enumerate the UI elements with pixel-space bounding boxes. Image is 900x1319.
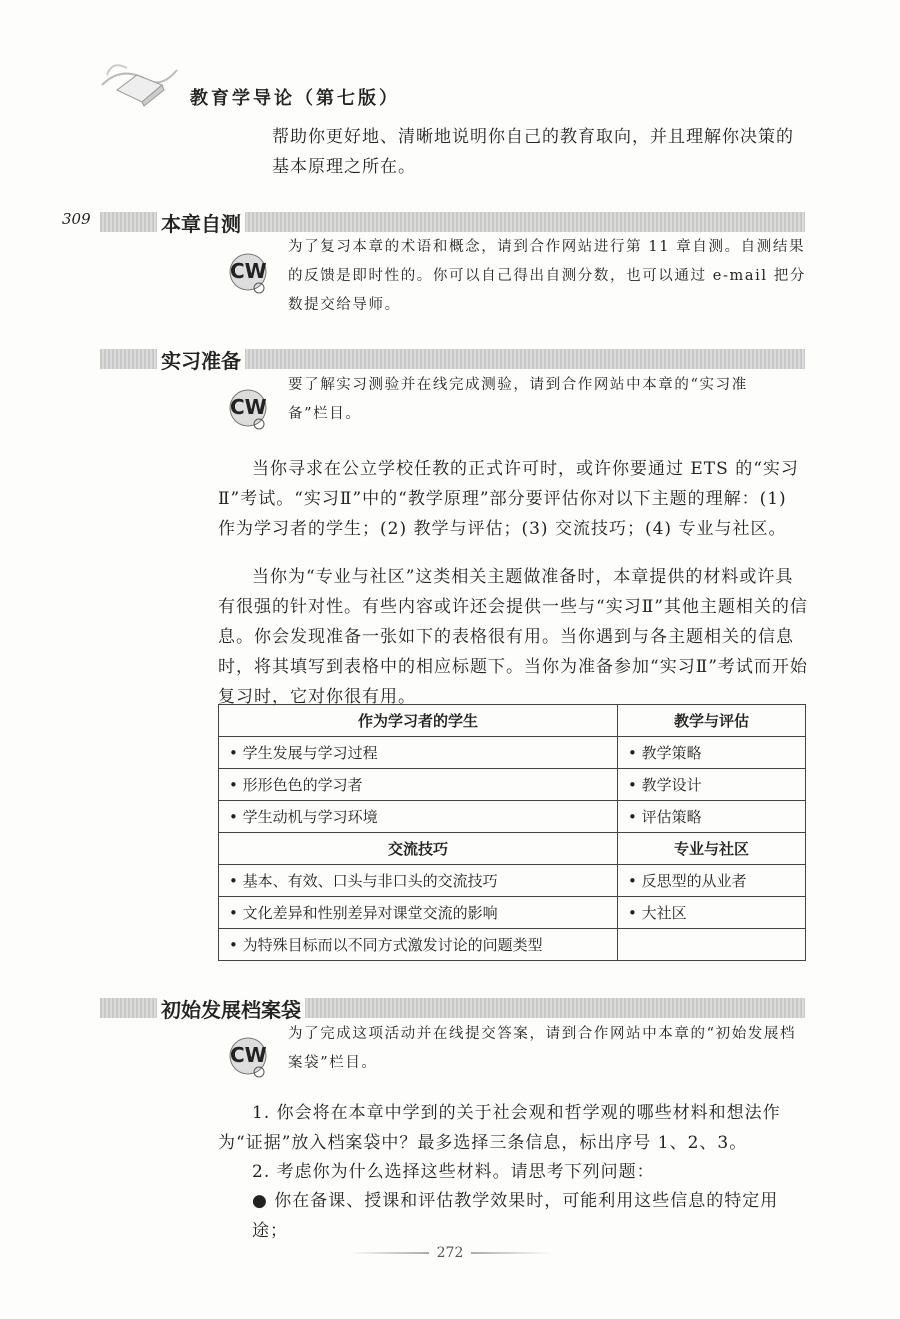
table-cell: • 形形色色的学习者 [219, 769, 618, 801]
portfolio-item-2: 2. 考虑你为什么选择这些材料。请思考下列问题： [252, 1162, 655, 1182]
topics-table [218, 704, 806, 961]
portfolio-bullet: ● 你在备课、授课和评估教学效果时，可能利用这些信息的特定用途； [252, 1191, 779, 1241]
table-cell: • 反思型的从业者 [618, 865, 806, 897]
table-header: 教学与评估 [618, 705, 806, 737]
table-cell: • 学生发展与学习过程 [219, 737, 618, 769]
side-page-number: 309 [62, 210, 91, 228]
table-cell: • 基本、有效、口头与非口头的交流技巧 [219, 865, 618, 897]
table-header: 交流技巧 [219, 833, 618, 865]
practicum-paragraph-2: 当你为“专业与社区”这类相关主题做准备时，本章提供的材料或许具有很强的针对性。有些内容或许还会提供一些与“实习Ⅱ”其他主题相关的信息。你会发现准备一张如下的表格很有用。当你遇到与各主题相关的信息时，将其填写到表格中的相应标题下。当你为准备参加“实习Ⅱ”考试而开始复习时，它对你很有用。 [218, 567, 808, 707]
svg-text:CW: CW [230, 259, 267, 283]
table-header: 作为学习者的学生 [219, 705, 618, 737]
table-row [219, 801, 806, 833]
portfolio-cw-text: 为了完成这项活动并在线提交答案，请到合作网站中本章的“初始发展档案袋”栏目。 [288, 1026, 797, 1071]
footer-rule-left [349, 1252, 429, 1254]
table-row [219, 929, 806, 961]
portfolio-item-1: 1. 你会将在本章中学到的关于社会观和哲学观的哪些材料和想法作为“证据”放入档案袋中？最多选择三条信息，标出序号 1、2、3。 [218, 1103, 781, 1153]
page-footer [0, 1245, 900, 1261]
table-cell: • 评估策略 [618, 801, 806, 833]
table-row [219, 865, 806, 897]
practicum-paragraph-1: 当你寻求在公立学校任教的正式许可时，或许你要通过 ETS 的“实习Ⅱ”考试。“实习Ⅱ”中的“教学原理”部分要评估你对以下主题的理解：(1) 作为学习者的学生；(2) 教学与评估；(3) 交流技巧；(4) 专业与社区。 [218, 459, 799, 539]
section-title-portfolio: 初始发展档案袋 [157, 994, 305, 1023]
table-cell: • 为特殊目标而以不同方式激发讨论的问题类型 [219, 929, 618, 961]
table-cell: • 教学设计 [618, 769, 806, 801]
footer-rule-right [471, 1252, 551, 1254]
table-cell: • 教学策略 [618, 737, 806, 769]
table-header-row [219, 833, 806, 865]
svg-text:CW: CW [230, 395, 267, 419]
cw-icon [224, 244, 276, 296]
svg-text:CW: CW [230, 1043, 267, 1067]
table-cell: • 文化差异和性别差异对课堂交流的影响 [219, 897, 618, 929]
book-logo-icon [92, 40, 182, 110]
section-title-practicum: 实习准备 [157, 345, 245, 374]
table-cell: • 学生动机与学习环境 [219, 801, 618, 833]
practicum-cw-text: 要了解实习测验并在线完成测验，请到合作网站中本章的“实习准备”栏目。 [288, 377, 748, 422]
table-header: 专业与社区 [618, 833, 806, 865]
self-test-text: 为了复习本章的术语和概念，请到合作网站进行第 11 章自测。自测结果的反馈是即时性的。你可以自己得出自测分数，也可以通过 e-mail 把分数提交给导师。 [288, 239, 806, 313]
table-row [219, 897, 806, 929]
table-row [219, 769, 806, 801]
cw-icon [224, 1028, 276, 1080]
table-cell: • 大社区 [618, 897, 806, 929]
table-row [219, 737, 806, 769]
book-title: 教育学导论（第七版） [190, 88, 400, 109]
intro-paragraph: 帮助你更好地、清晰地说明你自己的教育取向，并且理解你决策的基本原理之所在。 [272, 127, 794, 177]
section-title-self-test: 本章自测 [157, 208, 245, 237]
table-header-row [219, 705, 806, 737]
cw-icon [224, 380, 276, 432]
page-number: 272 [436, 1245, 464, 1261]
table-cell [618, 929, 806, 961]
